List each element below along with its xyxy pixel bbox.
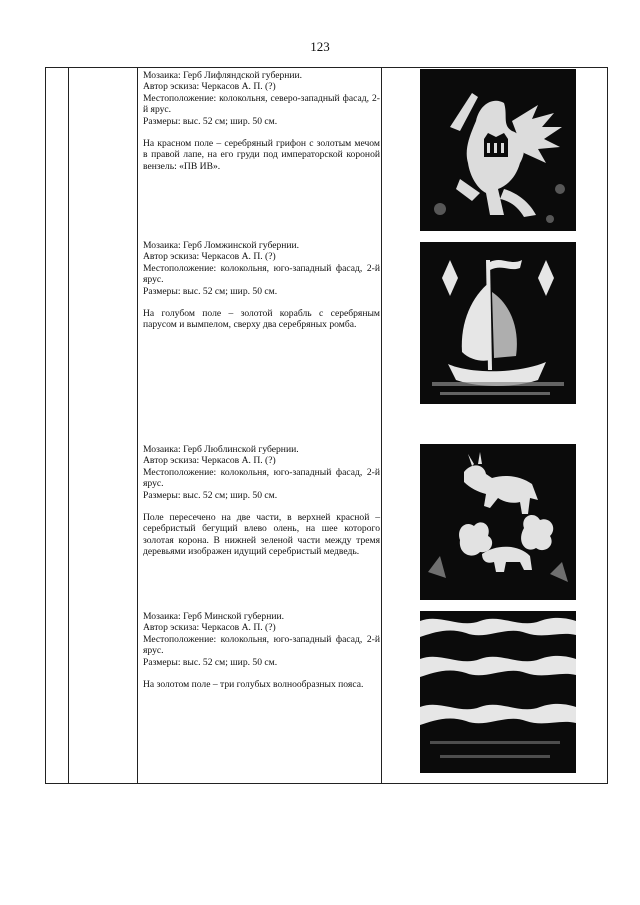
entry-author: Автор эскиза: Черкасов А. П. (?) <box>143 81 276 93</box>
entry-location: Местоположение: колокольня, юго-западный фасад, 2-й ярус. <box>143 466 380 490</box>
column-divider <box>137 68 138 783</box>
entry-title: Мозаика: Герб Лифляндской губернии. <box>143 70 303 81</box>
entry-size: Размеры: выс. 52 см; шир. 50 см. <box>143 285 278 297</box>
entry-size: Размеры: выс. 52 см; шир. 50 см. <box>143 115 278 127</box>
entry-size: Размеры: выс. 52 см; шир. 50 см. <box>143 656 278 668</box>
mosaic-image-livonia <box>420 69 576 231</box>
column-divider <box>68 68 69 783</box>
catalog-table <box>45 67 608 784</box>
entry-description: На золотом поле – три голубых волнообразных пояса. <box>143 679 364 691</box>
entry-location: Местоположение: колокольня, юго-западный фасад, 2-й ярус. <box>143 633 380 657</box>
entry-location: Местоположение: колокольня, юго-западный фасад, 2-й ярус. <box>143 262 380 286</box>
entry-title: Мозаика: Герб Люблинской губернии. <box>143 444 299 455</box>
mosaic-image-lublin <box>420 444 576 600</box>
mosaic-image-lomza <box>420 242 576 404</box>
column-divider <box>381 68 382 783</box>
entry-title: Мозаика: Герб Ломжинской губернии. <box>143 240 300 251</box>
catalog-entry <box>143 611 380 690</box>
entry-author: Автор эскиза: Черкасов А. П. (?) <box>143 455 276 467</box>
catalog-entry <box>143 70 380 172</box>
catalog-entry <box>143 240 380 331</box>
entry-location: Местоположение: колокольня, северо-западный фасад, 2-й ярус. <box>143 92 380 116</box>
entry-size: Размеры: выс. 52 см; шир. 50 см. <box>143 489 278 501</box>
catalog-entry <box>143 444 380 558</box>
entry-title: Мозаика: Герб Минской губернии. <box>143 611 285 622</box>
mosaic-image-minsk <box>420 611 576 773</box>
entry-author: Автор эскиза: Черкасов А. П. (?) <box>143 251 276 263</box>
entry-description: Поле пересечено на две части, в верхней красной – серебристый бегущий влево олень, на шее которого золотая корона. В нижней зеленой части между тремя деревьями изображен идущий серебристый медведь. <box>143 512 380 558</box>
entry-description: На красном поле – серебряный грифон с золотым мечом в правой лапе, на его груди под императорской короной вензель: «ПВ ИВ». <box>143 138 380 172</box>
entry-author: Автор эскиза: Черкасов А. П. (?) <box>143 622 276 634</box>
page-number: 123 <box>310 39 330 54</box>
entry-description: На голубом поле – золотой корабль с серебряным парусом и вымпелом, сверху два серебряных ромба. <box>143 308 380 331</box>
